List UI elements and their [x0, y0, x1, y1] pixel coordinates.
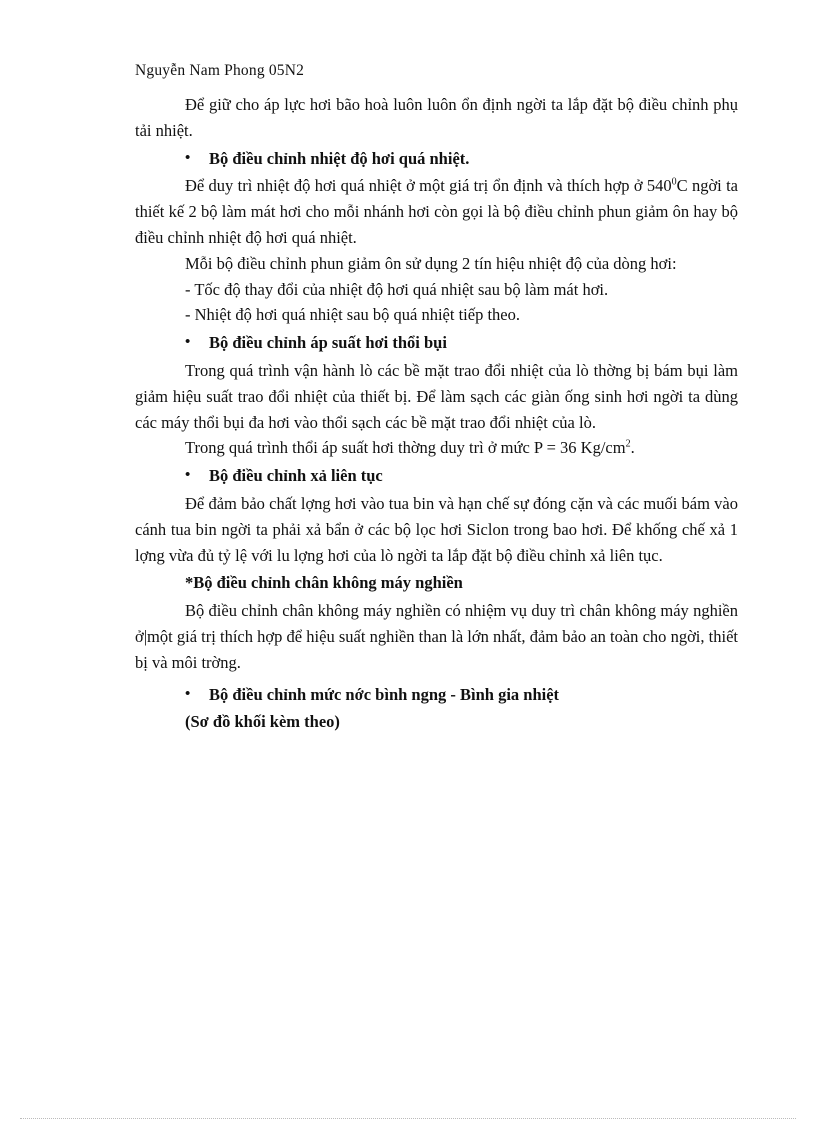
text-span: C ngời ta thiết kế 2 bộ làm mát hơi cho mỗi nhánh hơi còn gọi là bộ điều chỉnh phun giảm ôn hay bộ điều chỉnh nhiệt độ hơi quá nhiệt. — [135, 176, 738, 247]
superscript: 2 — [625, 438, 631, 450]
section-heading-text: Bộ điều chỉnh nhiệt độ hơi quá nhiệt. — [209, 148, 470, 168]
section-heading — [135, 682, 738, 708]
text-span: Trong quá trình thổi áp suất hơi thờng duy trì ở mức P = 36 Kg/cm — [185, 438, 626, 458]
paragraph: Trong quá trình vận hành lò các bề mặt trao đổi nhiệt của lò thờng bị bám bụi làm giảm hiệu suất trao đổi nhiệt của thiết bị. Để làm sạch các giàn ống sinh hơi ngời ta dùng các máy thổi bụi đa hơi vào thổi sạch các bề mặt trao đổi nhiệt của lò. — [135, 360, 738, 432]
page-header-author: Nguyễn Nam Phong 05N2 — [135, 62, 305, 79]
paragraph — [135, 435, 738, 461]
text-span: . — [630, 438, 635, 458]
bullet-icon: • — [185, 467, 191, 484]
bullet-icon: • — [185, 149, 191, 166]
section-subheading: (Sơ đồ khối kèm theo) — [185, 712, 340, 732]
section-heading-text: Bộ điều chỉnh áp suất hơi thổi bụi — [209, 333, 447, 353]
superscript: 0 — [671, 176, 677, 188]
text-span: Để duy trì nhiệt độ hơi quá nhiệt ở một giá trị ổn định và thích hợp ở 540 — [185, 176, 672, 196]
bullet-icon: • — [185, 334, 191, 351]
paragraph: - Nhiệt độ hơi quá nhiệt sau bộ quá nhiệt tiếp theo. — [185, 305, 520, 325]
paragraph — [135, 173, 738, 250]
section-heading-text: Bộ điều chỉnh xả liên tục — [209, 466, 383, 486]
footer-divider — [20, 1118, 796, 1119]
paragraph: Để đảm bảo chất lợng hơi vào tua bin và hạn chế sự đóng cặn và các muối bám vào cánh tua bin ngời ta phải xả bẩn ở các bộ lọc hơi Siclon trong bao hơi. Để khống chế xả 1 lợng vừa đủ tỷ lệ với lu lợng hơi của lò ngời ta lắp đặt bộ điều chỉnh xả liên tục. — [135, 493, 738, 565]
section-heading — [135, 570, 738, 596]
bullet-icon: • — [185, 685, 191, 702]
section-heading — [135, 330, 738, 356]
section-heading — [135, 146, 738, 172]
paragraph: - Tốc độ thay đổi của nhiệt độ hơi quá nhiệt sau bộ làm mát hơi. — [185, 279, 609, 299]
paragraph: Để giữ cho áp lực hơi bão hoà luôn luôn ổn định ngời ta lắp đặt bộ điều chỉnh phụ tải nhiệt. — [135, 95, 738, 140]
section-heading-text: *Bộ điều chỉnh chân không máy nghiền — [185, 573, 463, 593]
paragraph: Mỗi bộ điều chỉnh phun giảm ôn sử dụng 2 tín hiệu nhiệt độ của dòng hơi: — [185, 253, 677, 273]
document-body — [135, 92, 738, 735]
paragraph: Bộ điều chỉnh chân không máy nghiền có nhiệm vụ duy trì chân không máy nghiền ở|một giá trị thích hợp để hiệu suất nghiền than là lớn nhất, đảm bảo an toàn cho ngời, thiết bị và môi trờng. — [135, 601, 738, 672]
section-heading — [135, 463, 738, 489]
section-heading-text: Bộ điều chỉnh mức nớc bình ngng - Bình gia nhiệt — [209, 684, 560, 704]
